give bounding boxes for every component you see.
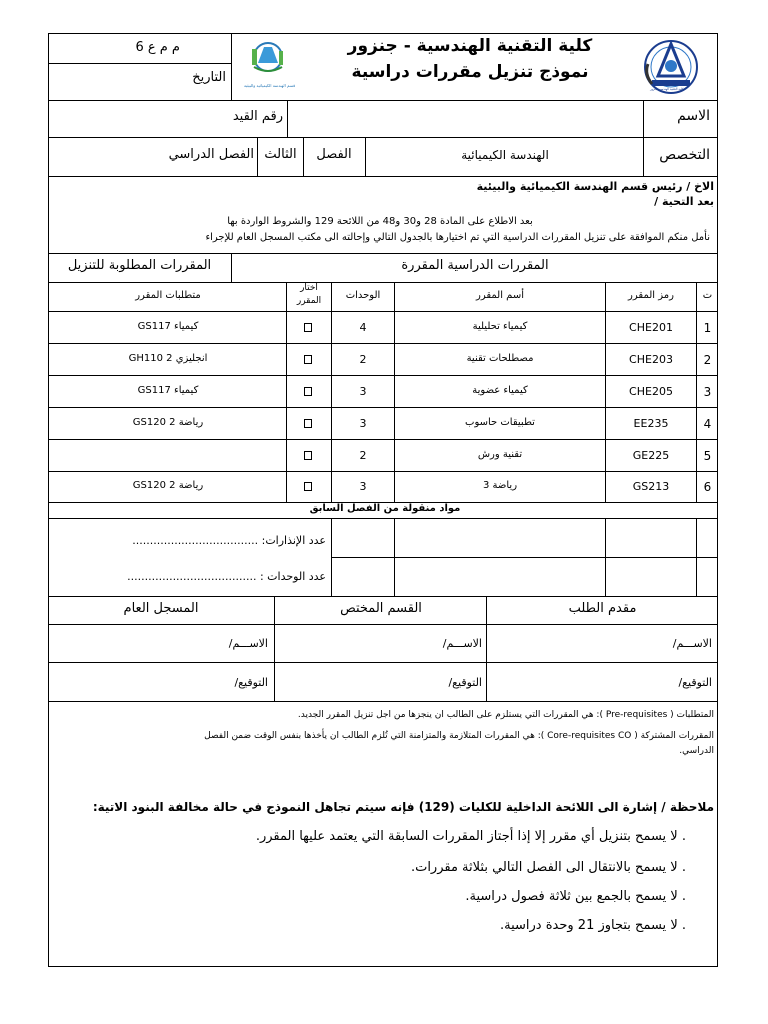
row-num: 5 (703, 449, 712, 463)
date-label: التاريخ (192, 70, 226, 85)
row-name: تطبيقات حاسوب (465, 417, 535, 428)
units-count-label: عدد الوحدات : ..................................... (127, 570, 326, 583)
row-prereq: رياضة 2 GS120 (132, 480, 204, 491)
letter-recipient: الاخ / رئيس قسم الهندسة الكيميائية والبيئية (476, 180, 714, 193)
row-num: 1 (703, 321, 712, 335)
course-checkbox[interactable] (304, 355, 312, 364)
row-units: 2 (359, 449, 367, 462)
reg-number-field[interactable] (50, 102, 220, 135)
letter-greeting: بعد التحية / (654, 195, 714, 208)
rule-bullet: . (677, 918, 686, 933)
prereq-definition: المتطلبات ( Pre-requisites ): هي المقررات التي يستلزم على الطالب ان ينجزها من اجل تنزيل المقرر الجديد. (297, 710, 714, 720)
term-label: الفصل (316, 147, 352, 162)
rule-bullet: . (677, 889, 686, 904)
row-name: تقنية ورش (477, 449, 523, 460)
header-prereq: متطلبات المقرر (135, 290, 201, 301)
rule-item (150, 860, 686, 875)
course-checkbox[interactable] (304, 451, 312, 460)
letter-line-2: نأمل منكم الموافقة على تنزيل المقررات الدراسية التي تم اختيارها بالجدول التالي وإحالته الى مكتب المسجل العام للإجراء (205, 232, 710, 243)
header-num: ت (702, 290, 713, 301)
coreq-definition-cont: الدراسي. (679, 746, 714, 756)
course-checkbox[interactable] (304, 482, 312, 491)
required-courses-title: المقررات المطلوبة للتنزيل (67, 258, 212, 273)
header-choose-1: اختار (300, 283, 318, 293)
course-checkbox[interactable] (304, 387, 312, 396)
row-prereq: انجليزي 2 GH110 (128, 353, 208, 364)
rule-bullet: . (677, 860, 686, 875)
applicant-name-label: الاســـم/ (672, 637, 712, 650)
name-field[interactable] (292, 102, 640, 135)
regulation-warning: ملاحظة / إشارة الى اللائحة الداخلية للكليات (129) فإنه سيتم تجاهل النموذج في حالة مخالفة البنود الاتية: (92, 800, 714, 814)
department-logo-text: قسم الهندسة الكيميائية والبيئية (244, 83, 296, 88)
department-logo (240, 37, 296, 89)
row-prereq: كيمياء GS117 (137, 385, 199, 396)
header-choose-2: المقرر (296, 296, 322, 306)
term-value: الثالث (264, 147, 297, 162)
header-code: رمز المقرر (628, 290, 674, 301)
row-num: 6 (703, 480, 712, 494)
applicant-sign-label: التوقيع/ (678, 676, 712, 689)
row-name: كيمياء عضوية (472, 385, 528, 396)
row-code: CHE205 (629, 385, 673, 398)
row-units: 3 (359, 385, 367, 398)
row-code: CHE201 (629, 321, 673, 334)
row-units: 2 (359, 353, 367, 366)
row-units: 3 (359, 480, 367, 493)
row-num: 2 (703, 353, 712, 367)
row-units: 3 (359, 417, 367, 430)
row-name: رياضة 3 (482, 480, 518, 491)
name-label: الاسم (677, 108, 710, 124)
department-sign-label: التوقيع/ (448, 676, 482, 689)
rule-text: لا يسمح بتنزيل أي مقرر إلا إذا أجتاز المقررات السابقة التي يعتمد عليها المقرر. (255, 829, 678, 844)
registrar-name-label: الاســـم/ (228, 637, 268, 650)
college-logo-text: كلية التقنية الهندسية جنزور (650, 87, 684, 91)
warnings-count-label: عدد الإنذارات: .................................... (132, 534, 326, 547)
college-name: كلية التقنية الهندسية - جنزور (347, 36, 593, 56)
rule-text: لا يسمح بتجاوز 21 وحدة دراسية. (499, 918, 678, 933)
row-code: CHE203 (629, 353, 673, 366)
row-code: GE225 (632, 449, 670, 462)
registrar-sign-label: التوقيع/ (234, 676, 268, 689)
course-checkbox[interactable] (304, 419, 312, 428)
carried-courses-title: مواد منقولة من الفصل السابق (309, 503, 461, 514)
courses-section-title: المقررات الدراسية المقررة (401, 258, 549, 273)
row-num: 4 (703, 417, 712, 431)
rule-bullet: . (677, 829, 686, 844)
department-header: القسم المختص (340, 601, 422, 616)
form-title: نموذج تنزيل مقررات دراسية (351, 62, 589, 82)
course-checkbox[interactable] (304, 323, 312, 332)
major-value: الهندسة الكيميائية (461, 148, 549, 162)
rule-item (150, 889, 686, 904)
reg-number-label: رقم القيد (232, 109, 283, 124)
row-code: GS213 (632, 480, 670, 493)
rule-text: لا يسمح بالجمع بين ثلاثة فصول دراسية. (465, 889, 678, 904)
rule-item (150, 918, 686, 933)
rule-text: لا يسمح بالانتقال الى الفصل التالي بثلاثة مقررات. (410, 860, 678, 875)
coreq-definition: المقررات المشتركة ( Core-requisites CO ): هي المقررات المتلازمة والمتزامنة التي تُلزم الطالب ان يأخذها بنفس الوقت ضمن الفصل (204, 731, 714, 741)
registrar-header: المسجل العام (123, 601, 199, 616)
form-code: م م ع 6 (135, 40, 180, 55)
row-name: كيمياء تحليلية (472, 321, 528, 332)
major-label: التخصص (659, 147, 710, 163)
row-num: 3 (703, 385, 712, 399)
department-name-label: الاســـم/ (442, 637, 482, 650)
applicant-header: مقدم الطلب (568, 601, 637, 616)
row-code: EE235 (633, 417, 669, 430)
semester-label: الفصل الدراسي (168, 147, 254, 162)
letter-line-1: بعد الاطلاع على المادة 28 و30 و48 من اللائحة 129 والشروط الواردة بها (227, 216, 533, 227)
form-frame (48, 33, 718, 967)
header-units: الوحدات (345, 290, 381, 301)
row-prereq: كيمياء GS117 (137, 321, 199, 332)
row-units: 4 (359, 321, 367, 334)
row-prereq: رياضة 2 GS120 (132, 417, 204, 428)
header-name: أسم المقرر (475, 290, 524, 301)
rule-item (150, 829, 686, 844)
row-name: مصطلحات تقنية (466, 353, 534, 364)
